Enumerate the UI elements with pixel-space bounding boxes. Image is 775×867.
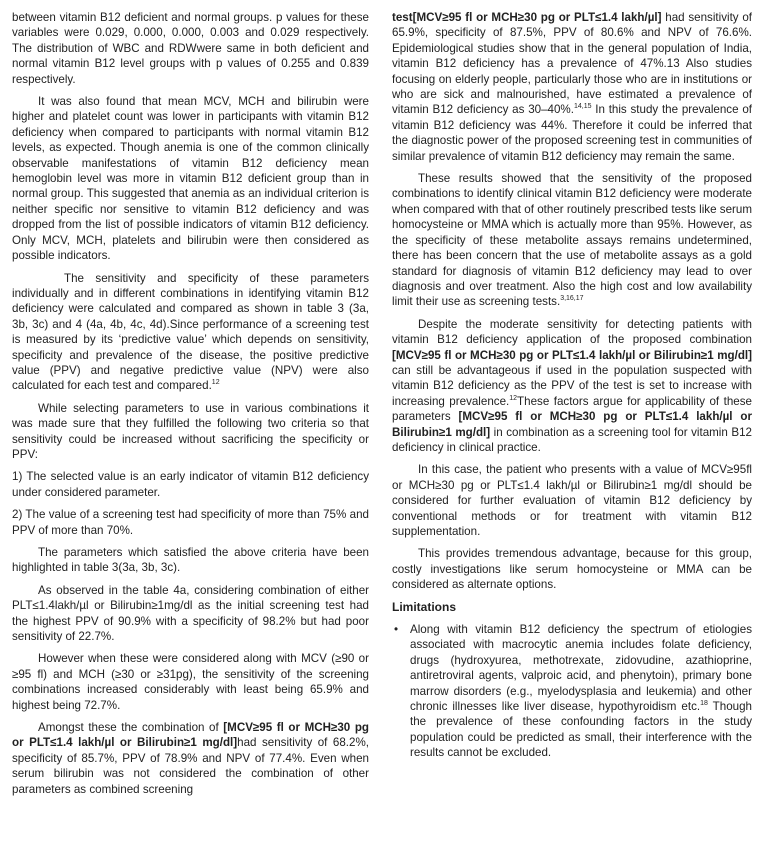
limitations-heading: Limitations: [392, 599, 457, 614]
paragraph-results: [392, 171, 752, 310]
criterion-1: 1) The selected value is an early indicator of vitamin B12 deficiency under considered parameter.: [12, 470, 369, 499]
paragraph-text: These results showed that the sensitivity of the proposed combinations to identify clinical vitamin B12 deficiency were moderate when compared with that of other routinely prescribed tests like serum homocysteine or MMA which is actually more than 95%. However, as the specificity of these metabolite assays remains undetermined, there has been concern that the use of metabolite assays as a gold standard for diagnosis of vitamin B12 deficiency may lead to over diagnosis and over treatment. Also the high cost and low availability limit their use as screening tests.: [392, 172, 752, 309]
paragraph-despite: [392, 317, 752, 456]
paragraph-text: had sensitivity of 65.9%, specificity of 87.5%, PPV of 80.6% and NPV of 76.6%. Epidemiological studies show that in the general population of India, vitamin B12 deficiency has a prevalence of 47%.13 Also studies focusing on elderly people, particularly those who are in institutions or who are sick and malnourished, have estimated a prevalence of vitamin B12 deficiency as 30–40%.: [392, 11, 752, 117]
criterion-2: 2) The value of a screening test had specificity of more than 75% and PPV of more than 70%.: [12, 508, 369, 537]
paragraph-text: Amongst these the combination of: [38, 721, 224, 735]
right-column: [392, 10, 752, 761]
list-item: [392, 622, 752, 761]
paragraph-text: had sensitivity of 68.2%, specificity of 85.7%, PPV of 78.9% and NPV of 77.4%. Even when serum bilirubin was not considered the combination of other parameters as combined screening: [12, 736, 370, 796]
reference-superscript: 12: [211, 379, 220, 387]
paragraph-text: In this study the prevalence of vitamin B12 deficiency was 44%. Therefore it could be inferred that the diagnostic power of the proposed screening test in communities of similar prevalence of vitamin B12 deficiency may remain the same.: [392, 103, 752, 163]
paragraph-text: The sensitivity and specificity of these parameters individually and in different combinations in identifying vitamin B12 deficiency were calculated and compared as shown in table 3 (3a, 3b, 3c) and 4 (4a, 4b, 4c, 4d).Since performance of a screening test is measured by its ‘predictive value’ which depends on sensitivity, specificity and prevalence of the disease, the positive predictive value (PPV) and negative predictive value (NPV) were also calculated for each test and compared.: [12, 271, 369, 393]
paragraph-table-4a: As observed in the table 4a, considering combination of either PLT≤1.4lakh/µl or Bilirubin≥1mg/dl as the initial screening test had the highest PPV of 90.9% with a specificity of 98.2% but had poor sensitivity of 22.7%.: [12, 583, 369, 644]
paragraph-sensitivity: [12, 271, 369, 394]
bold-combination: [MCV≥95 fl or MCH≥30 pg or PLT≤1.4 lakh/µl or Bilirubin≥1 mg/dl]: [392, 410, 753, 439]
paragraph-combination: [12, 720, 369, 797]
bold-combination: [MCV≥95 fl or MCH≥30 pg or PLT≤1.4 lakh/µl or Bilirubin≥1 mg/dl]: [392, 348, 752, 362]
paragraph-text: in combination as a screening tool for vitamin B12 deficiency in clinical practice.: [392, 425, 752, 454]
paragraph-text: Along with vitamin B12 deficiency the spectrum of etiologies associated with macrocytic anemia includes folate deficiency, drugs (hydroxyurea, methotrexate, zidovudine, azathioprine, antiretroviral agents, valproic acid, and phenytoin), primary bone marrow disorders (e.g., myelodysplasia and leukemia) and other chronic illnesses like liver disease, hypothyroidism etc.: [410, 623, 752, 714]
reference-superscript: 3,16,17: [560, 295, 584, 303]
paragraph-continued: [392, 10, 752, 164]
paragraph-advantage: This provides tremendous advantage, because for this group, costly investigations like serum homocysteine or MMA can be considered as alternate options.: [392, 547, 752, 592]
paragraph-patient-case: In this case, the patient who presents with a value of MCV≥95fl or MCH≥30 pg or PLT≤1.4 lakh/µl or Bilirubin≥1 mg/dl should be considered for further evaluation of vitamin B12 deficiency by conventional methods or for treatment with vitamin B12 supplementation.: [392, 463, 752, 538]
paragraph-mcv-mch: However when these were considered along with MCV (≥90 or ≥95 fl) and MCH (≥30 or ≥31pg), the sensitivity of the screening combinations increased considerably with least being 65.9% and highest being 72.7%.: [12, 652, 369, 712]
paragraph-text: can still be advantageous if used in the population suspected with vitamin B12 deficiency as the PPV of the test is set to increase with increasing prevalence.: [392, 363, 752, 408]
reference-superscript: 18: [700, 700, 708, 708]
reference-superscript: 14,15: [573, 103, 592, 111]
paragraph-p-values: between vitamin B12 deficient and normal groups. p values for these variables were 0.029, 0.000, 0.000, 0.003 and 0.029 respectively. The distribution of WBC and RDWwere same in both deficient and normal vitamin B12 level groups with p values of 0.255 and 0.839 respectively.: [12, 11, 369, 86]
paragraph-text: These factors argue for applicability of these parameters: [392, 394, 752, 424]
paragraph-highlighted: The parameters which satisfied the above criteria have been highlighted in table 3(3a, 3b, 3c).: [12, 546, 369, 575]
reference-superscript: 12: [509, 394, 518, 402]
paragraph-selection-criteria: While selecting parameters to use in various combinations it was made sure that they fulfilled the following two criteria so that sensitivity could be increased without sacrificing the specificity or PPV:: [12, 401, 369, 461]
paragraph-text: Despite the moderate sensitivity for detecting patients with vitamin B12 deficiency application of the proposed combination: [392, 317, 752, 347]
bold-combination: test[MCV≥95 fl or MCH≥30 pg or PLT≤1.4 lakh/µl]: [392, 11, 662, 24]
paragraph-text: Though the prevalence of these confounding factors in the study population could be predicted as small, their interference with the results cannot be excluded.: [410, 700, 752, 760]
left-column: [12, 10, 369, 804]
bold-combination: [MCV≥95 fl or MCH≥30 pg or PLT≤1.4 lakh/µl or Bilirubin≥1 mg/dl]: [12, 721, 369, 750]
paragraph-mean-values: It was also found that mean MCV, MCH and bilirubin were higher and platelet count was lower in participants with vitamin B12 deficiency when compared to participants with normal vitamin B12 levels, as expected. Though anemia is one of the common clinically observable manifestations of vitamin B12 deficiency mean hemoglobin level was more in vitamin B12 deficient group than in normal group. This suggested that anemia as an individual criterion is neither specific nor sensitive to vitamin B12 deficiency and was dropped from the list of possible indicators of vitamin B12 deficiency. Only MCV, MCH, platelets and bilirubin were then considered as possible indicators.: [12, 95, 369, 263]
limitations-list: [392, 622, 752, 761]
